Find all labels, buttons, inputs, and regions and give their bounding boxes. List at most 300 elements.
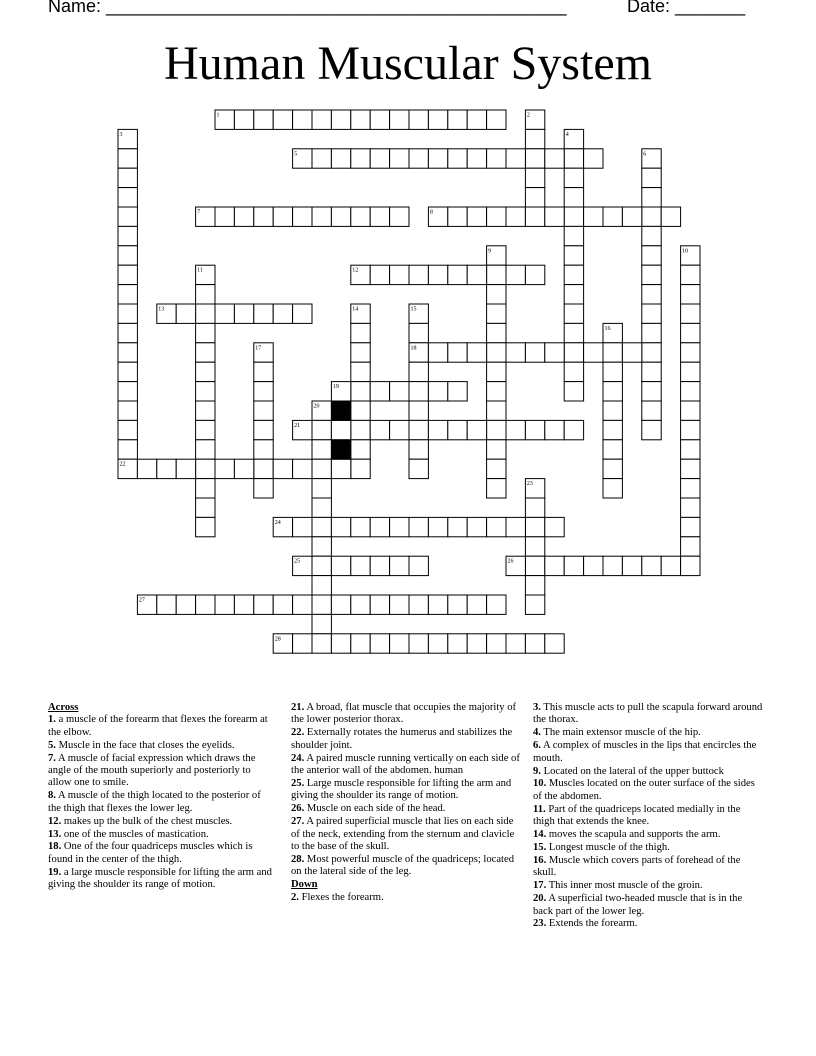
crossword-cell[interactable] [312, 149, 331, 168]
crossword-cell[interactable] [681, 323, 700, 342]
crossword-cell[interactable] [487, 149, 506, 168]
crossword-cell[interactable] [525, 188, 544, 207]
crossword-cell[interactable] [254, 459, 273, 478]
clue-text: A paired muscle running vertically on each side of the anterior wall of the abdomen. human [291, 752, 520, 777]
crossword-cell[interactable] [370, 634, 389, 653]
clues-column-1 [48, 702, 276, 892]
crossword-cell[interactable] [564, 556, 583, 575]
crossword-cell[interactable] [196, 440, 215, 459]
crossword-cell[interactable] [409, 362, 428, 381]
crossword-cell[interactable] [564, 382, 583, 401]
crossword-cell[interactable] [234, 595, 253, 614]
crossword-cell[interactable] [351, 401, 370, 420]
crossword-cell[interactable] [603, 479, 622, 498]
crossword-cell[interactable] [564, 188, 583, 207]
crossword-cell[interactable] [487, 110, 506, 129]
crossword-cell[interactable] [681, 537, 700, 556]
crossword-cell[interactable] [448, 265, 467, 284]
crossword-cell[interactable] [409, 459, 428, 478]
crossword-cell[interactable] [254, 362, 273, 381]
crossword-cell[interactable] [196, 498, 215, 517]
crossword-cell[interactable] [584, 207, 603, 226]
crossword-cell[interactable] [545, 556, 564, 575]
crossword-cell[interactable] [681, 285, 700, 304]
clue-number: 22 [119, 461, 126, 468]
crossword-cell[interactable] [370, 110, 389, 129]
crossword-cell[interactable] [525, 265, 544, 284]
crossword-cell[interactable] [545, 517, 564, 536]
crossword-cell[interactable] [254, 595, 273, 614]
crossword-cell[interactable] [525, 498, 544, 517]
crossword-cell[interactable] [118, 285, 137, 304]
crossword-cell[interactable] [312, 420, 331, 439]
crossword-cell[interactable] [293, 304, 312, 323]
crossword-cell[interactable] [351, 149, 370, 168]
crossword-cell[interactable] [467, 149, 486, 168]
crossword-cell[interactable] [642, 246, 661, 265]
crossword-cell[interactable] [603, 556, 622, 575]
crossword-cell[interactable] [564, 265, 583, 284]
crossword-cell[interactable] [254, 382, 273, 401]
crossword-cell[interactable] [370, 265, 389, 284]
crossword-cell[interactable] [196, 362, 215, 381]
crossword-cell[interactable] [390, 382, 409, 401]
clue-number: 24 [274, 519, 281, 526]
crossword-cell[interactable] [370, 207, 389, 226]
crossword-cell[interactable] [312, 207, 331, 226]
crossword-cell[interactable] [351, 420, 370, 439]
crossword-cell[interactable] [487, 265, 506, 284]
crossword-cell[interactable] [506, 207, 525, 226]
crossword-cell[interactable] [467, 207, 486, 226]
crossword-cell[interactable] [487, 304, 506, 323]
crossword-cell[interactable] [487, 401, 506, 420]
crossword-cell[interactable] [409, 401, 428, 420]
crossword-cell[interactable] [428, 149, 447, 168]
crossword-cell[interactable] [603, 401, 622, 420]
crossword-cell[interactable] [176, 459, 195, 478]
crossword-cell[interactable] [293, 459, 312, 478]
crossword-cell[interactable] [603, 382, 622, 401]
crossword-cell[interactable] [351, 323, 370, 342]
crossword-cell[interactable] [642, 401, 661, 420]
crossword-cell[interactable] [176, 595, 195, 614]
crossword-cell[interactable] [118, 168, 137, 187]
clue-number-label: 1. [48, 714, 56, 726]
crossword-cell[interactable] [487, 634, 506, 653]
across-heading: Across [48, 702, 79, 713]
crossword-cell[interactable] [681, 440, 700, 459]
crossword-cell[interactable] [118, 343, 137, 362]
crossword-cell[interactable] [118, 149, 137, 168]
crossword-cell[interactable] [273, 110, 292, 129]
crossword-cell[interactable] [351, 343, 370, 362]
crossword-cell[interactable] [642, 343, 661, 362]
crossword-cell[interactable] [642, 362, 661, 381]
crossword-cell[interactable] [564, 207, 583, 226]
crossword-cell[interactable] [622, 343, 641, 362]
crossword-cell[interactable] [390, 595, 409, 614]
clue-across-8 [48, 790, 276, 815]
crossword-cell[interactable] [273, 459, 292, 478]
crossword-cell[interactable] [448, 149, 467, 168]
crossword-cell[interactable] [603, 440, 622, 459]
crossword-cell[interactable] [312, 614, 331, 633]
crossword-cell[interactable] [234, 459, 253, 478]
crossword-cell[interactable] [642, 420, 661, 439]
crossword-cell[interactable] [681, 382, 700, 401]
crossword-cell[interactable] [428, 420, 447, 439]
crossword-cell[interactable] [254, 440, 273, 459]
crossword-cell[interactable] [467, 343, 486, 362]
crossword-cell[interactable] [118, 420, 137, 439]
crossword-cell[interactable] [351, 207, 370, 226]
crossword-cell[interactable] [351, 110, 370, 129]
crossword-cell[interactable] [351, 440, 370, 459]
crossword-cell[interactable] [370, 517, 389, 536]
crossword-cell[interactable] [487, 440, 506, 459]
crossword-cell[interactable] [525, 634, 544, 653]
crossword-cell[interactable] [603, 459, 622, 478]
crossword-cell[interactable] [681, 556, 700, 575]
crossword-cell[interactable] [293, 110, 312, 129]
crossword-cell[interactable] [681, 498, 700, 517]
clue-down-2 [291, 892, 523, 904]
clue-number: 21 [294, 422, 301, 429]
crossword-cell[interactable] [409, 634, 428, 653]
crossword-cell[interactable] [157, 595, 176, 614]
crossword-cell[interactable] [564, 304, 583, 323]
crossword-cell[interactable] [331, 420, 350, 439]
crossword-cell[interactable] [428, 634, 447, 653]
crossword-cell[interactable] [390, 517, 409, 536]
crossword-cell[interactable] [525, 556, 544, 575]
crossword-cell[interactable] [409, 420, 428, 439]
crossword-cell[interactable] [370, 595, 389, 614]
crossword-cell[interactable] [234, 304, 253, 323]
crossword-cell[interactable] [331, 517, 350, 536]
crossword-cell[interactable] [525, 595, 544, 614]
crossword-cell[interactable] [331, 149, 350, 168]
crossword-cell[interactable] [118, 401, 137, 420]
crossword-cell[interactable] [661, 556, 680, 575]
crossword-cell[interactable] [293, 595, 312, 614]
crossword-cell[interactable] [467, 265, 486, 284]
crossword-cell[interactable] [312, 556, 331, 575]
crossword-cell[interactable] [196, 420, 215, 439]
crossword-cell[interactable] [331, 634, 350, 653]
crossword-cell[interactable] [390, 420, 409, 439]
crossword-cell[interactable] [312, 440, 331, 459]
crossword-cell[interactable] [196, 479, 215, 498]
crossword-cell[interactable] [234, 110, 253, 129]
crossword-cell[interactable] [448, 420, 467, 439]
clue-number: 18 [410, 345, 417, 352]
crossword-cell[interactable] [157, 459, 176, 478]
crossword-cell[interactable] [467, 595, 486, 614]
crossword-cell[interactable] [196, 401, 215, 420]
crossword-cell[interactable] [312, 595, 331, 614]
crossword-cell[interactable] [487, 362, 506, 381]
crossword-cell[interactable] [467, 634, 486, 653]
crossword-cell[interactable] [351, 382, 370, 401]
crossword-cell[interactable] [428, 382, 447, 401]
crossword-cell[interactable] [273, 207, 292, 226]
crossword-cell[interactable] [390, 556, 409, 575]
crossword-cell[interactable] [448, 382, 467, 401]
crossword-cell[interactable] [487, 285, 506, 304]
crossword-cell[interactable] [681, 265, 700, 284]
crossword-cell[interactable] [293, 634, 312, 653]
crossword-cell[interactable] [564, 285, 583, 304]
crossword-cell[interactable] [622, 556, 641, 575]
crossword-cell[interactable] [681, 304, 700, 323]
crossword-cell[interactable] [370, 149, 389, 168]
crossword-cell[interactable] [370, 556, 389, 575]
crossword-cell[interactable] [273, 595, 292, 614]
crossword-cell[interactable] [506, 517, 525, 536]
crossword-cell[interactable] [564, 323, 583, 342]
crossword-cell[interactable] [215, 304, 234, 323]
crossword-cell[interactable] [409, 382, 428, 401]
crossword-cell[interactable] [409, 556, 428, 575]
crossword-cell[interactable] [622, 207, 641, 226]
crossword-cell[interactable] [681, 517, 700, 536]
crossword-cell[interactable] [681, 420, 700, 439]
crossword-cell[interactable] [564, 420, 583, 439]
crossword-cell[interactable] [118, 323, 137, 342]
crossword-cell[interactable] [118, 382, 137, 401]
crossword-cell[interactable] [525, 343, 544, 362]
crossword-cell[interactable] [196, 343, 215, 362]
crossword-cell[interactable] [254, 110, 273, 129]
crossword-cell[interactable] [506, 343, 525, 362]
crossword-cell[interactable] [642, 265, 661, 284]
crossword-cell[interactable] [564, 149, 583, 168]
clue-number-label: 16. [533, 854, 547, 866]
crossword-cell[interactable] [351, 595, 370, 614]
crossword-cell[interactable] [118, 207, 137, 226]
crossword-cell[interactable] [525, 129, 544, 148]
crossword-cell[interactable] [196, 304, 215, 323]
crossword-cell[interactable] [351, 556, 370, 575]
crossword-cell[interactable] [312, 110, 331, 129]
crossword-cell[interactable] [312, 576, 331, 595]
crossword-cell[interactable] [409, 265, 428, 284]
crossword-cell[interactable] [545, 207, 564, 226]
crossword-cell[interactable] [564, 343, 583, 362]
clue-number: 8 [429, 209, 433, 216]
crossword-cell[interactable] [584, 343, 603, 362]
crossword-cell[interactable] [642, 382, 661, 401]
crossword-cell[interactable] [196, 323, 215, 342]
crossword-cell[interactable] [487, 343, 506, 362]
crossword-cell[interactable] [331, 459, 350, 478]
crossword-cell[interactable] [661, 207, 680, 226]
crossword-cell[interactable] [584, 556, 603, 575]
crossword-cell[interactable] [118, 265, 137, 284]
down-heading: Down [291, 879, 318, 891]
crossword-cell[interactable] [545, 634, 564, 653]
crossword-cell[interactable] [254, 479, 273, 498]
crossword-cell[interactable] [467, 420, 486, 439]
crossword-cell[interactable] [215, 595, 234, 614]
crossword-cell[interactable] [506, 149, 525, 168]
crossword-cell[interactable] [642, 285, 661, 304]
crossword-cell[interactable] [448, 517, 467, 536]
crossword-cell[interactable] [390, 634, 409, 653]
crossword-cell[interactable] [603, 420, 622, 439]
crossword-cell[interactable] [273, 304, 292, 323]
crossword-cell[interactable] [467, 517, 486, 536]
crossword-cell[interactable] [351, 634, 370, 653]
crossword-cell[interactable] [331, 556, 350, 575]
crossword-cell[interactable] [487, 382, 506, 401]
crossword-cell[interactable] [545, 149, 564, 168]
crossword-cell[interactable] [390, 265, 409, 284]
crossword-cell[interactable] [487, 207, 506, 226]
crossword-cell[interactable] [642, 188, 661, 207]
crossword-cell[interactable] [525, 420, 544, 439]
crossword-cell[interactable] [545, 420, 564, 439]
crossword-cell[interactable] [234, 207, 253, 226]
crossword-cell[interactable] [390, 149, 409, 168]
crossword-cell[interactable] [215, 207, 234, 226]
crossword-cell[interactable] [351, 362, 370, 381]
clue-text: This muscle acts to pull the scapula forward around the thorax. [533, 702, 763, 726]
crossword-cell[interactable] [681, 459, 700, 478]
crossword-cell[interactable] [642, 323, 661, 342]
crossword-cell[interactable] [487, 595, 506, 614]
crossword-cell[interactable] [118, 226, 137, 245]
crossword-cell[interactable] [642, 207, 661, 226]
crossword-cell[interactable] [448, 207, 467, 226]
crossword-cell[interactable] [506, 634, 525, 653]
crossword-cell[interactable] [118, 440, 137, 459]
crossword-cell[interactable] [564, 168, 583, 187]
clue-number: 28 [274, 636, 281, 643]
crossword-cell[interactable] [409, 440, 428, 459]
crossword-cell[interactable] [487, 479, 506, 498]
crossword-cell[interactable] [176, 304, 195, 323]
crossword-cell[interactable] [525, 168, 544, 187]
crossword-cell[interactable] [196, 517, 215, 536]
crossword-cell[interactable] [137, 459, 156, 478]
crossword-cell[interactable] [118, 246, 137, 265]
crossword-cell[interactable] [428, 110, 447, 129]
crossword-cell[interactable] [409, 595, 428, 614]
crossword-cell[interactable] [506, 420, 525, 439]
crossword-cell[interactable] [428, 343, 447, 362]
crossword-cell[interactable] [370, 420, 389, 439]
crossword-cell[interactable] [409, 110, 428, 129]
crossword-cell[interactable] [409, 149, 428, 168]
clue-across-28 [291, 854, 523, 879]
crossword-cell[interactable] [681, 401, 700, 420]
crossword-cell[interactable] [254, 401, 273, 420]
crossword-cell[interactable] [545, 343, 564, 362]
crossword-cell[interactable] [448, 110, 467, 129]
crossword-cell[interactable] [603, 207, 622, 226]
crossword-cell[interactable] [467, 110, 486, 129]
crossword-cell[interactable] [487, 323, 506, 342]
crossword-cell[interactable] [448, 634, 467, 653]
crossword-cell[interactable] [254, 304, 273, 323]
crossword-cell[interactable] [254, 420, 273, 439]
crossword-cell[interactable] [642, 226, 661, 245]
crossword-cell[interactable] [487, 517, 506, 536]
crossword-cell[interactable] [487, 420, 506, 439]
crossword-cell[interactable] [681, 479, 700, 498]
crossword-cell[interactable] [603, 343, 622, 362]
crossword-cell[interactable] [409, 323, 428, 342]
crossword-cell[interactable] [331, 110, 350, 129]
crossword-cell[interactable] [642, 556, 661, 575]
crossword-cell[interactable] [331, 595, 350, 614]
crossword-cell[interactable] [525, 149, 544, 168]
crossword-cell[interactable] [642, 304, 661, 323]
crossword-cell[interactable] [506, 265, 525, 284]
crossword-cell[interactable] [681, 362, 700, 381]
crossword-cell[interactable] [564, 226, 583, 245]
crossword-cell[interactable] [312, 498, 331, 517]
crossword-cell[interactable] [525, 517, 544, 536]
crossword-cell[interactable] [448, 343, 467, 362]
crossword-cell[interactable] [118, 362, 137, 381]
crossword-cell[interactable] [448, 595, 467, 614]
crossword-cell[interactable] [312, 459, 331, 478]
clue-number: 1 [216, 112, 220, 119]
crossword-cell[interactable] [428, 595, 447, 614]
crossword-cell[interactable] [118, 188, 137, 207]
crossword-cell[interactable] [525, 207, 544, 226]
crossword-cell[interactable] [293, 207, 312, 226]
crossword-cell[interactable] [564, 362, 583, 381]
crossword-cell[interactable] [351, 517, 370, 536]
crossword-cell[interactable] [312, 537, 331, 556]
crossword-cell[interactable] [390, 110, 409, 129]
crossword-cell[interactable] [215, 459, 234, 478]
crossword-cell[interactable] [642, 168, 661, 187]
crossword-cell[interactable] [584, 149, 603, 168]
crossword-cell[interactable] [409, 517, 428, 536]
crossword-cell[interactable] [564, 246, 583, 265]
crossword-cell[interactable] [312, 517, 331, 536]
crossword-cell[interactable] [196, 382, 215, 401]
crossword-cell[interactable] [331, 207, 350, 226]
crossword-cell[interactable] [525, 576, 544, 595]
crossword-cell[interactable] [487, 459, 506, 478]
crossword-cell[interactable] [254, 207, 273, 226]
crossword-cell[interactable] [603, 362, 622, 381]
crossword-cell[interactable] [196, 285, 215, 304]
crossword-cell[interactable] [293, 517, 312, 536]
crossword-cell[interactable] [428, 265, 447, 284]
crossword-cell[interactable] [196, 459, 215, 478]
crossword-cell[interactable] [312, 479, 331, 498]
crossword-cell[interactable] [681, 343, 700, 362]
crossword-cell[interactable] [525, 537, 544, 556]
crossword-cell[interactable] [196, 595, 215, 614]
crossword-cell[interactable] [351, 459, 370, 478]
crossword-cell[interactable] [428, 517, 447, 536]
crossword-cell[interactable] [118, 304, 137, 323]
crossword-cell[interactable] [390, 207, 409, 226]
crossword-cell[interactable] [370, 382, 389, 401]
clue-number-label: 19. [48, 866, 62, 878]
crossword-cell[interactable] [312, 634, 331, 653]
clue-number-label: 9. [533, 765, 541, 777]
